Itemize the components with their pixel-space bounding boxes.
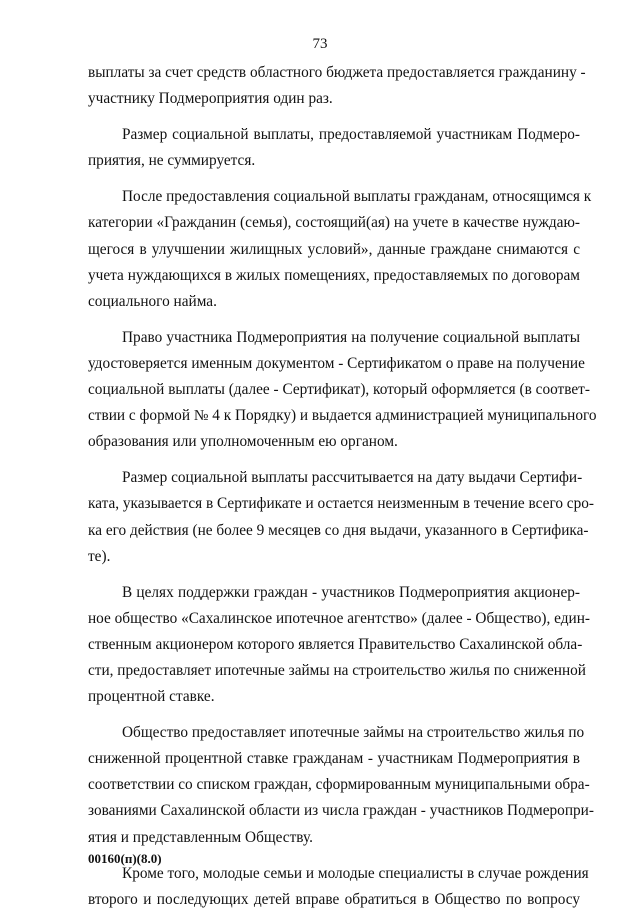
text-line: Право участника Подмероприятия на получение социальной выплаты — [122, 328, 580, 346]
footer-code: 00160(п)(8.0) — [88, 851, 162, 866]
text-line: В целях поддержки граждан - участников Подмероприятия акционер- — [122, 583, 580, 601]
text-line: После предоставления социальной выплаты гражданам, относящимся к — [122, 188, 592, 206]
text-line: те). — [88, 547, 111, 565]
text-line: ка его действия (не более 9 месяцев со дня выдачи, указанного в Сертифика- — [88, 521, 589, 539]
text-line: участнику Подмероприятия один раз. — [88, 90, 333, 108]
text-line: соответствии со списком граждан, сформированным муниципальными обра- — [88, 776, 590, 794]
text-line: Размер социальной выплаты, предоставляемой участникам Подмеро- — [122, 126, 580, 144]
text-line: сти, предоставляет ипотечные займы на строительство жилья по сниженной — [88, 661, 586, 679]
text-line: Кроме того, молодые семьи и молодые специалисты в случае рождения — [122, 864, 589, 882]
text-line: социальной выплаты (далее - Сертификат), который оформляется (в соответ- — [88, 381, 590, 399]
paragraph — [88, 325, 597, 455]
text-line: ятия и представленным Обществу. — [88, 828, 313, 846]
text-line: социального найма. — [88, 292, 217, 310]
text-line: ственным акционером которого является Правительство Сахалинской обла- — [88, 635, 583, 653]
text-line: приятия, не суммируется. — [88, 152, 256, 170]
paragraph — [88, 720, 594, 850]
text-line: зованиями Сахалинской области из числа граждан - участников Подмеропри- — [88, 802, 594, 820]
body-text — [88, 60, 597, 923]
text-line: сниженной процентной ставке гражданам - участникам Подмероприятия в — [88, 750, 580, 768]
text-line: процентной ставке. — [88, 688, 215, 706]
text-line: щегося в улучшении жилищных условий», данные граждане снимаются с — [88, 240, 580, 258]
text-line: удостоверяется именным документом - Сертификатом о праве на получение — [88, 354, 585, 372]
text-line: Размер социальной выплаты рассчитывается на дату выдачи Сертифи- — [122, 469, 583, 487]
paragraph — [88, 580, 591, 710]
text-line: второго и последующих детей вправе обратиться в Общество по вопросу — [88, 890, 580, 908]
paragraph — [88, 465, 594, 569]
paragraph — [88, 184, 592, 314]
text-line: ката, указывается в Сертификате и остается неизменным в течение всего сро- — [88, 495, 594, 513]
text-line: ное общество «Сахалинское ипотечное агентство» (далее - Общество), един- — [88, 609, 591, 627]
text-line: Общество предоставляет ипотечные займы на строительство жилья по — [122, 724, 585, 742]
text-line: выплаты за счет средств областного бюджета предоставляется гражданину - — [88, 64, 586, 81]
text-line: категории «Гражданин (семья), состоящий(ая) на учете в качестве нуждаю- — [88, 214, 580, 232]
paragraph — [88, 60, 586, 112]
text-line: учета нуждающихся в жилых помещениях, предоставляемых по договорам — [88, 266, 580, 284]
page-number: 73 — [312, 36, 328, 52]
text-line: ствии с формой № 4 к Порядку) и выдается администрацией муниципального — [88, 407, 597, 425]
paragraph — [88, 122, 580, 174]
text-line: образования или уполномоченным ею органом. — [88, 433, 398, 451]
